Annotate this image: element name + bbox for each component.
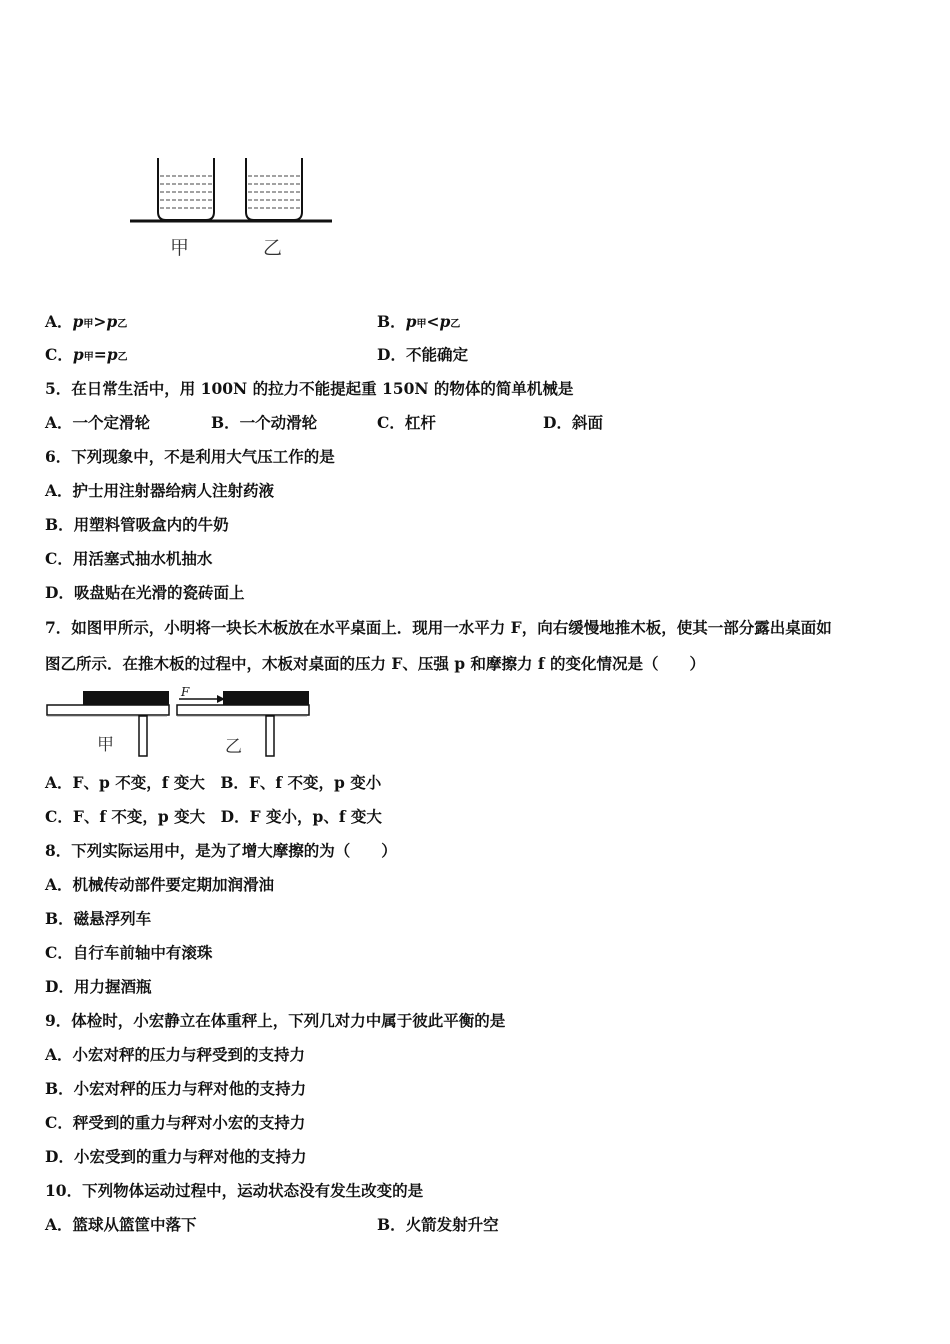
board-fig-jia — [47, 691, 169, 756]
q5-option-c[interactable]: C．杠杆 — [377, 413, 436, 432]
q5-option-a[interactable]: A．一个定滑轮 — [45, 413, 151, 432]
q4-option-d[interactable]: D．不能确定 — [377, 345, 468, 364]
q8-stem: 8．下列实际运用中，是为了增大摩擦的为（ ） — [45, 841, 397, 860]
q5-stem: 5．在日常生活中，用 100N 的拉力不能提起重 150N 的物体的简单机械是 — [45, 379, 574, 398]
q9-option-a[interactable]: A．小宏对秤的压力与秤受到的支持力 — [45, 1045, 306, 1064]
q4-option-c[interactable]: C．p甲=p乙 — [45, 345, 128, 364]
q4-option-a[interactable]: A．p甲>p乙 — [45, 312, 128, 331]
container-jia — [158, 158, 214, 220]
q6-stem: 6．下列现象中，不是利用大气压工作的是 — [45, 447, 335, 466]
board-figure — [45, 685, 315, 760]
q5-option-d[interactable]: D．斜面 — [543, 413, 603, 432]
q6-option-a[interactable]: A．护士用注射器给病人注射药液 — [45, 481, 275, 500]
q7-stem-line1: 7．如图甲所示，小明将一块长木板放在水平桌面上．现用一水平力 F，向右缓慢地推木板，使其一部分露出桌面如 — [45, 618, 832, 637]
fig7-label-jia: 甲 — [97, 735, 114, 755]
q5-option-b[interactable]: B．一个动滑轮 — [211, 413, 318, 432]
q6-option-c[interactable]: C．用活塞式抽水机抽水 — [45, 549, 213, 568]
fig1-label-jia: 甲 — [170, 237, 190, 259]
q6-option-d[interactable]: D．吸盘贴在光滑的瓷砖面上 — [45, 583, 245, 602]
fig7-label-F: F — [181, 685, 190, 699]
q7-options-cd[interactable]: C．F、f 不变，p 变大 D．F 变小，p、f 变大 — [45, 807, 382, 826]
q8-option-c[interactable]: C．自行车前轴中有滚珠 — [45, 943, 213, 962]
fig1-label-yi: 乙 — [263, 237, 283, 259]
container-figure — [120, 150, 350, 265]
q7-stem-line2: 图乙所示．在推木板的过程中，木板对桌面的压力 F、压强 p 和摩擦力 f 的变化情况是（ ） — [45, 654, 705, 673]
q9-stem: 9．体检时，小宏静立在体重秤上，下列几对力中属于彼此平衡的是 — [45, 1011, 506, 1030]
q9-option-b[interactable]: B．小宏对秤的压力与秤对他的支持力 — [45, 1079, 307, 1098]
q8-option-a[interactable]: A．机械传动部件要定期加润滑油 — [45, 875, 275, 894]
q10-stem: 10．下列物体运动过程中，运动状态没有发生改变的是 — [45, 1181, 424, 1200]
container-yi — [246, 158, 302, 220]
q8-option-b[interactable]: B．磁悬浮列车 — [45, 909, 152, 928]
q7-options-ab[interactable]: A．F、p 不变，f 变大 B．F、f 不变，p 变小 — [45, 773, 382, 792]
q4-option-b[interactable]: B．p甲<p乙 — [377, 312, 461, 331]
q6-option-b[interactable]: B．用塑料管吸盒内的牛奶 — [45, 515, 229, 534]
q9-option-c[interactable]: C．秤受到的重力与秤对小宏的支持力 — [45, 1113, 306, 1132]
board-fig-yi — [177, 685, 309, 757]
q10-option-a[interactable]: A．篮球从篮筐中落下 — [45, 1215, 197, 1234]
q8-option-d[interactable]: D．用力握酒瓶 — [45, 977, 152, 996]
fig7-label-yi: 乙 — [225, 737, 242, 757]
q9-option-d[interactable]: D．小宏受到的重力与秤对他的支持力 — [45, 1147, 307, 1166]
q10-option-b[interactable]: B．火箭发射升空 — [377, 1215, 499, 1234]
